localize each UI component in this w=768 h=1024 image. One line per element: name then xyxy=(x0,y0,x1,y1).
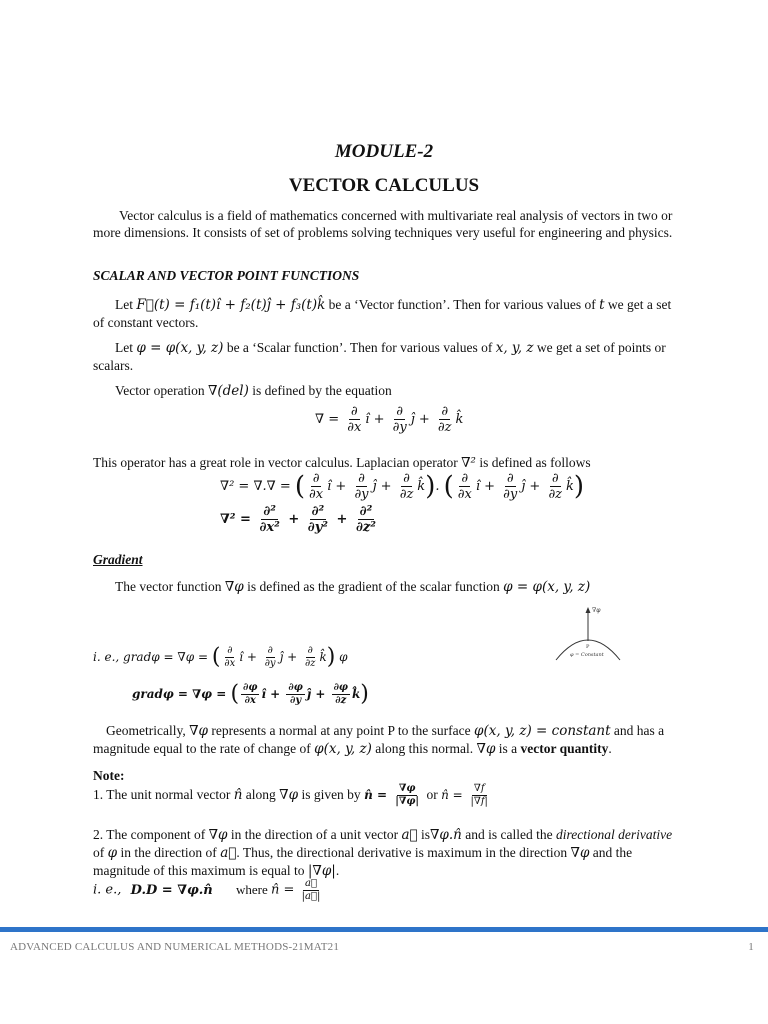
note-directional-derivative: 2. The component of ∇φ in the direction of a unit vector a⃗ is∇φ.n̂ and is called the directional derivative of φ in the direction of a⃗. Thus, the directional derivative is maximum in the direction ∇φ and the magnitude of this maximum is equal to |∇φ|. xyxy=(93,827,673,879)
laplacian-line: This operator has a great role in vector calculus. Laplacian operator ∇² is defined as follows xyxy=(93,455,591,471)
unit-normal-formula: n̂ = $\frac{\nabla\varphi}{|\nabla\varphi|}$ xyxy=(364,783,420,807)
del-operator-line: Vector operation ∇(del) is defined by the equation xyxy=(115,383,392,399)
figure-surface-label: φ = Constant xyxy=(570,652,604,658)
footer-page-number: 1 xyxy=(748,941,754,953)
del-equation: ∇ = $\frac{\partial}{\partial x}$ î + $\frac{\partial}{\partial y}$ ĵ + $\frac{\partial}{\partial z}$ k̂ xyxy=(315,404,464,435)
scalar-function-paragraph: Let φ = φ(x, y, z) be a ‘Scalar function’. Then for various values of x, y, z we get a set of points or scalars. xyxy=(93,340,666,373)
figure-label-gradient: ∇φ xyxy=(592,607,601,614)
module-title: MODULE-2 xyxy=(334,141,434,162)
gradient-formula-expanded: gradφ = ∇φ = ( $\frac{\partial\varphi}{\partial x}$ î + $\frac{\partial\varphi}{\partial y}$ ĵ + $\frac{\partial\varphi}{\partial z}$ k̂) xyxy=(132,681,369,707)
laplacian-equation-expanded: ∇² = ∇.∇ = ( $\frac{\partial}{\partial x}$ î + $\frac{\partial}{\partial y}$ ĵ + $\frac{\partial}{\partial z}$ k̂). ( $\frac{\partial}{\partial x}$ î + $\frac{\partial}{\partial y}$ ĵ + $\frac{\partial}{\partial z}$ k̂) xyxy=(220,471,585,502)
figure-point-label: P xyxy=(586,644,590,650)
gradient-definition: The vector function ∇φ is defined as the gradient of the scalar function φ = φ(x, y, z) xyxy=(115,579,591,595)
chapter-title: VECTOR CALCULUS xyxy=(288,175,480,196)
note-heading: Note: xyxy=(93,768,125,783)
footer-course-title: ADVANCED CALCULUS AND NUMERICAL METHODS-21MAT21 xyxy=(10,941,340,953)
laplacian-equation-second-order: ∇² = $\frac{\text{∂²}}{\text{∂x²}}$ + $\frac{\text{∂²}}{\text{∂y²}}$ + $\frac{\text{∂²}}{\text{∂z²}}$ xyxy=(220,504,376,535)
geometric-meaning-paragraph: Geometrically, ∇φ represents a normal at any point P to the surface φ(x, y, z) = constant and has a magnitude equal to the rate of change of φ(x, y, z) along this normal. ∇φ is a vector quantity. xyxy=(93,723,665,757)
directional-derivative-formula: i. e., D.D = ∇φ.n̂ where n̂ = $\frac{a⃗}{|a⃗|}$ xyxy=(93,878,321,902)
surface-normal-figure xyxy=(548,600,638,668)
unit-normal-formula-alt: n̂ = $\frac{\nabla f}{|\nabla f|}$ xyxy=(441,783,488,807)
footer-rule xyxy=(0,927,768,932)
intro-paragraph: Vector calculus is a field of mathematics concerned with multivariate real analysis of vectors in two or more dimensions. It consists of set of problems solving techniques very useful for engineering and physics. xyxy=(93,208,673,240)
scalar-function-equation: φ = φ(x, y, z) xyxy=(136,340,224,356)
vector-function-paragraph: Let F⃗(t) = f₁(t)î + f₂(t)ĵ + f₃(t)k̂ be a ‘Vector function’. Then for various values of t we get a set of constant vectors. xyxy=(93,297,672,330)
gradient-heading: Gradient xyxy=(93,552,143,567)
gradient-formula-operator: i. e., gradφ = ∇φ = ( $\frac{\partial}{\partial x}$ î + $\frac{\partial}{\partial y}$ ĵ + $\frac{\partial}{\partial z}$ k̂) φ xyxy=(93,644,348,670)
section-heading-point-functions: SCALAR AND VECTOR POINT FUNCTIONS xyxy=(93,268,360,283)
note-unit-normal: 1. The unit normal vector n̂ along ∇φ is given by n̂ = $\frac{\nabla\varphi}{|\nabla\varphi|}$ or n̂ = $\frac{\nabla f}{|\nabla f|}$ xyxy=(93,784,675,807)
vector-function-equation: F⃗(t) = f₁(t)î + f₂(t)ĵ + f₃(t)k̂ xyxy=(136,297,326,313)
